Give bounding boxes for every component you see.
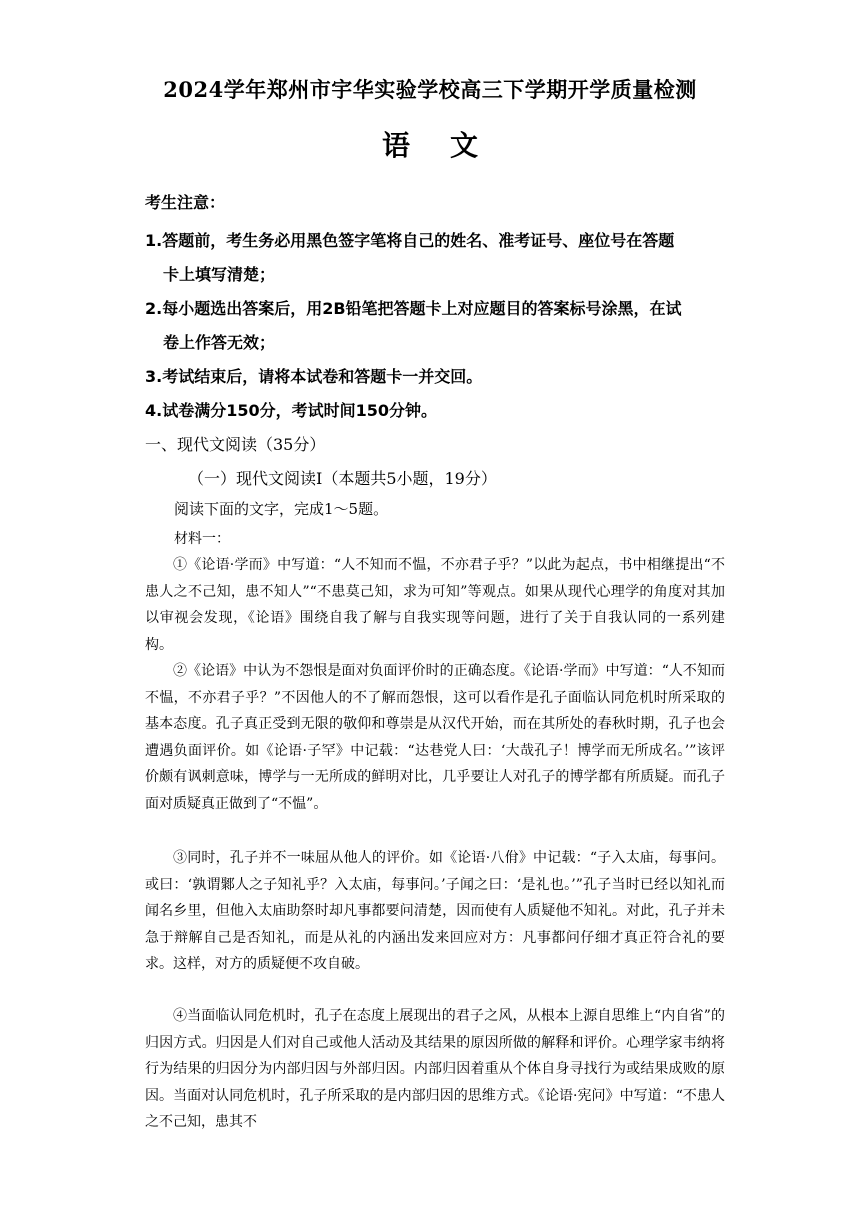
notice-item-text-cont: 卡上填写清楚； <box>163 265 276 284</box>
notice-item-text: 3.考试结束后，请将本试卷和答题卡一并交回。 <box>145 367 483 386</box>
notice-item-4 <box>145 394 735 428</box>
paragraph-2: ②《论语》中认为不怨恨是面对负面评价时的正确态度。《论语·学而》中写道：“人不知而不愠，不亦君子乎？”不因他人的不了解而怨恨，这可以看作是孔子面临认同危机时所采取的基本态度。孔子真正受到无限的敬仰和尊崇是从汉代开始，而在其所处的春秋时期，孔子也会遭遇负面评价。如《论语·子罕》中记载：“达巷党人曰：‘大哉孔子！博学而无所成名。’”该评价颇有讽刺意味，博学与一无所成的鲜明对比，几乎要让人对孔子的博学都有所质疑。而孔子面对质疑真正做到了“不愠”。 <box>145 663 725 812</box>
paragraph-3: ③同时，孔子并不一味屈从他人的评价。如《论语·八佾》中记载：“子入太庙，每事问。或曰：‘孰谓鄹人之子知礼乎？入太庙，每事问。’子闻之曰：‘是礼也。’”孔子当时已经以知礼而闻名乡里，但他入太庙助祭时却凡事都要问清楚，因而使有人质疑他不知礼。对此，孔子并未急于辩解自己是否知礼，而是从礼的内涵出发来回应对方：凡事都问仔细才真正符合礼的要求。这样，对方的质疑便不攻自破。 <box>145 850 725 972</box>
paragraph-4: ④当面临认同危机时，孔子在态度上展现出的君子之风，从根本上源自思维上“内自省”的归因方式。归因是人们对自己或他人活动及其结果的原因所做的解释和评价。心理学家韦纳将行为结果的归因分为内部归因与外部归因。内部归因着重从个体自身寻找行为或结果成败的原因。当面对认同危机时，孔子所采取的是内部归因的思维方式。《论语·宪问》中写道：“不患人之不己知，患其不 <box>145 1008 725 1130</box>
subject-title: 语文 <box>381 129 518 162</box>
material-label: 材料一： <box>174 531 230 547</box>
notice-item-text: 1.答题前，考生务必用黑色签字笔将自己的姓名、准考证号、座位号在答题 <box>145 231 675 250</box>
notice-heading: 考生注意： <box>145 193 226 212</box>
notice-item-text: 2.每小题选出答案后，用2B铅笔把答题卡上对应题目的答案标号涂黑，在试 <box>145 299 682 318</box>
notice-item-text: 4.试卷满分150分，考试时间150分钟。 <box>145 401 438 420</box>
exam-title: 2024学年郑州市宇华实验学校高三下学期开学质量检测 <box>163 77 697 102</box>
reading-instruction: 阅读下面的文字，完成1～5题。 <box>174 500 389 518</box>
paragraph-1: ①《论语·学而》中写道：“人不知而不愠，不亦君子乎？”以此为起点，书中相继提出“不患人之不己知，患不知人”“不患莫己知，求为可知”等观点。如果从现代心理学的角度对其加以审视会发现，《论语》围绕自我了解与自我实现等问题，进行了关于自我认同的一系列建构。 <box>145 557 725 653</box>
notice-item-3 <box>145 360 735 394</box>
notice-item-1 <box>145 224 735 292</box>
section-subtitle: （一）现代文阅读Ⅰ（本题共5小题，19分） <box>188 469 497 488</box>
notice-item-2 <box>145 292 735 360</box>
section-title: 一、现代文阅读（35分） <box>145 435 326 454</box>
notice-item-text-cont: 卷上作答无效； <box>163 333 276 352</box>
